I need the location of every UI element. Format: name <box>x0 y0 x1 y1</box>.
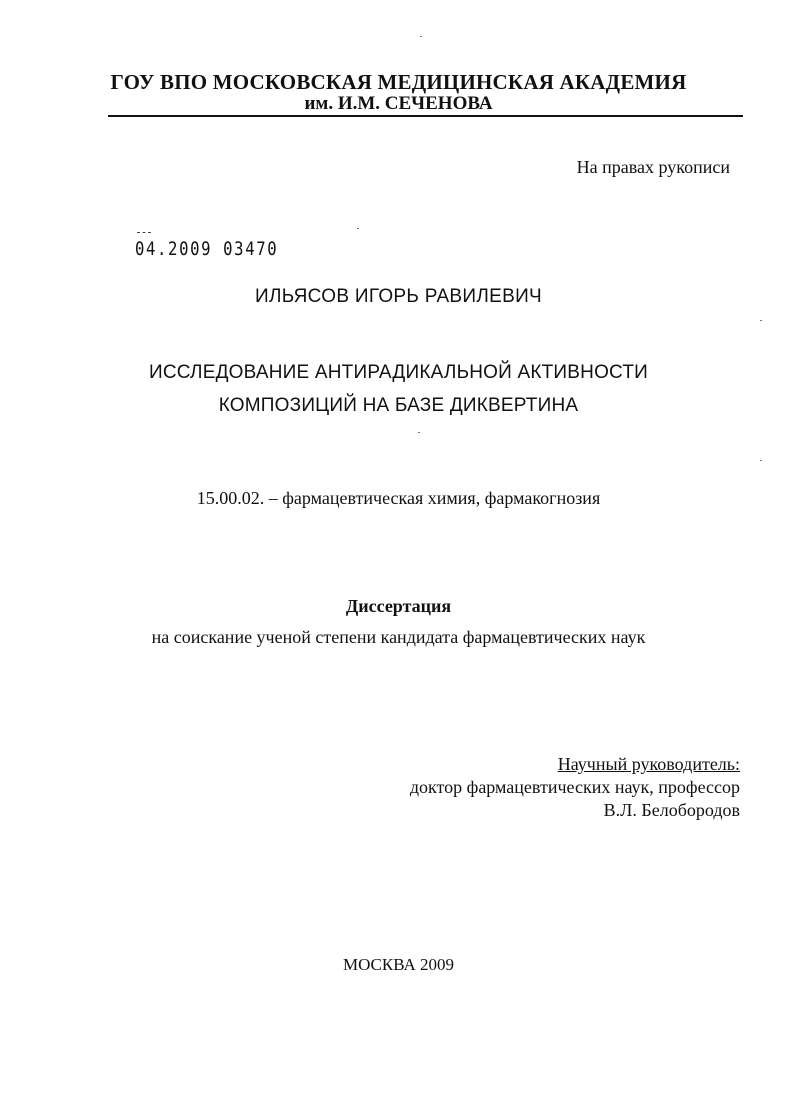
scan-speck <box>760 460 762 461</box>
scan-speck <box>760 320 762 321</box>
rights-note: На правах рукописи <box>576 157 730 177</box>
scan-speck <box>357 228 359 229</box>
dissertation-title-line-2: КОМПОЗИЦИЙ НА БАЗЕ ДИКВЕРТИНА <box>218 395 579 416</box>
scan-speck <box>420 36 422 37</box>
specialty-code: 15.00.02. – фармацевтическая химия, фармакогнозия <box>196 488 601 508</box>
city-year: МОСКВА 2009 <box>342 955 455 974</box>
supervisor-block <box>410 753 740 822</box>
archive-stamp-mark <box>137 232 151 235</box>
institution-name: ГОУ ВПО МОСКОВСКАЯ МЕДИЦИНСКАЯ АКАДЕМИЯ <box>110 70 687 94</box>
dissertation-title-line-1: ИССЛЕДОВАНИЕ АНТИРАДИКАЛЬНОЙ АКТИВНОСТИ <box>148 362 649 383</box>
scan-speck <box>418 432 420 433</box>
author-name: ИЛЬЯСОВ ИГОРЬ РАВИЛЕВИЧ <box>254 286 542 307</box>
header-divider <box>108 115 743 117</box>
institution-named-after: им. И.М. СЕЧЕНОВА <box>304 93 493 114</box>
supervisor-degree: доктор фармацевтических наук, профессор <box>409 777 740 797</box>
degree-sought: на соискание ученой степени кандидата фармацевтических наук <box>151 627 646 647</box>
supervisor-heading: Научный руководитель: <box>557 754 740 774</box>
document-type: Диссертация <box>345 596 452 616</box>
archive-code-stamp: 04.2009 03470 <box>135 238 279 260</box>
supervisor-name: В.Л. Белобородов <box>603 800 740 820</box>
